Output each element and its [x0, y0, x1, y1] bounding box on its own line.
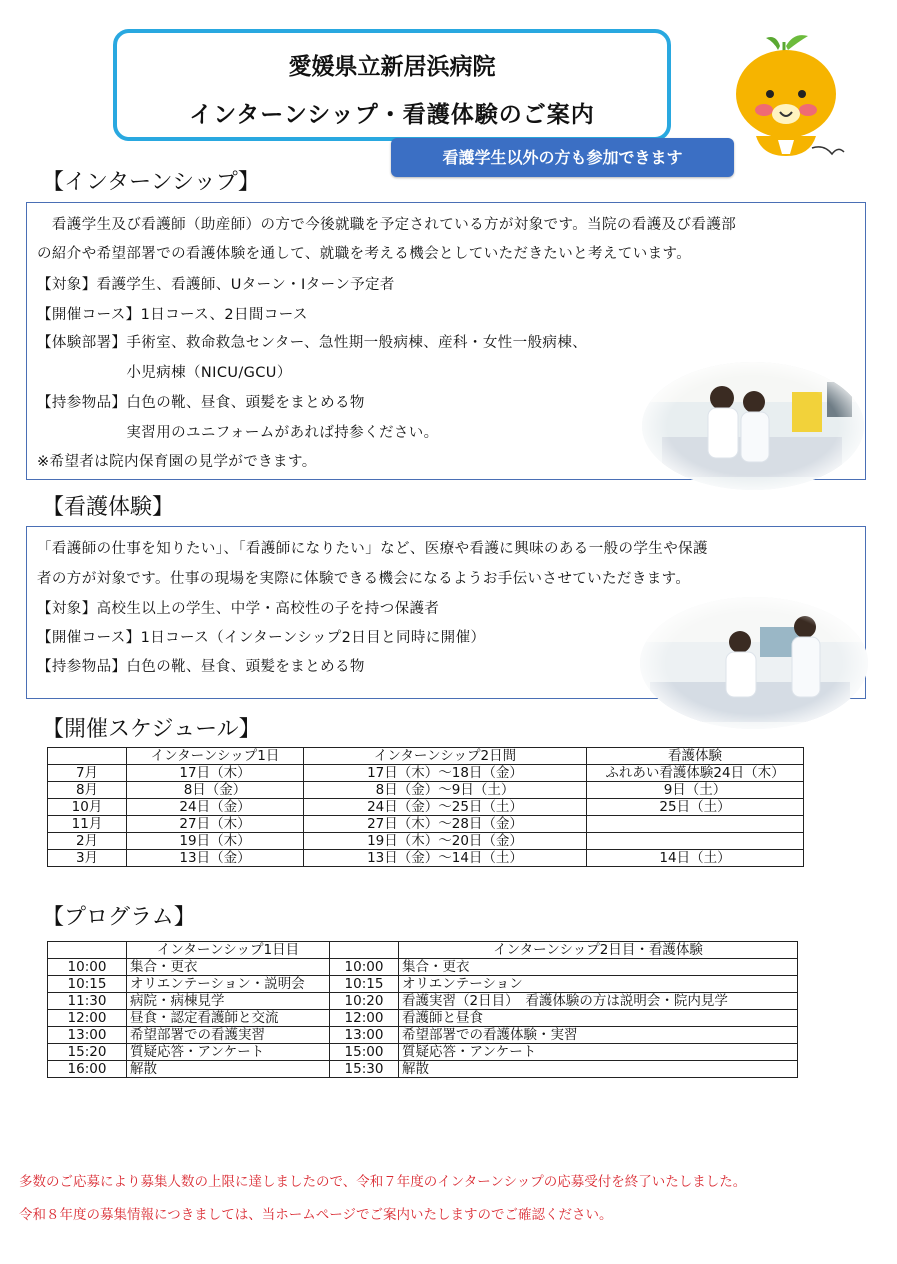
table-header-cell — [330, 942, 399, 959]
mascot-leaf-right — [786, 35, 808, 50]
application-closed-notice: 多数のご応募により募集人数の上限に達しましたので、令和７年度のインターンシップの応募受付を終了いたしました。 — [19, 1174, 747, 1190]
internship-course: 【開催コース】1日コース、2日間コース — [37, 307, 308, 323]
table-cell: 8日（金） — [127, 782, 304, 799]
eligibility-badge: 看護学生以外の方も参加できます — [391, 138, 734, 177]
table-cell: 9日（土） — [587, 782, 804, 799]
time-cell: 11:30 — [48, 993, 127, 1010]
activity-cell: オリエンテーション・説明会 — [127, 976, 330, 993]
table-cell: 27日（木） — [127, 816, 304, 833]
table-header-cell — [48, 748, 127, 765]
time-cell: 12:00 — [48, 1010, 127, 1027]
table-cell: 24日（金） — [127, 799, 304, 816]
nursing-experience-heading: 【看護体験】 — [42, 495, 175, 520]
table-cell: 17日（木）～18日（金） — [304, 765, 587, 782]
table-row — [48, 1061, 798, 1078]
nurses-ward-photo — [642, 362, 864, 490]
next-year-notice: 令和８年度の募集情報につきましては、当ホームページでご案内いたしますのでご確認ください。 — [19, 1207, 613, 1223]
internship-departments-cont: 小児病棟（NICU/GCU） — [37, 365, 292, 381]
table-cell: 13日（金） — [127, 850, 304, 867]
table-row — [48, 850, 804, 867]
mascot-leaf-left — [766, 37, 780, 50]
activity-cell: 集合・更衣 — [127, 959, 330, 976]
table-row — [48, 765, 804, 782]
activity-cell: オリエンテーション — [399, 976, 798, 993]
table-header-cell: インターンシップ2日間 — [304, 748, 587, 765]
table-cell — [587, 816, 804, 833]
activity-cell: 集合・更衣 — [399, 959, 798, 976]
table-row — [48, 1027, 798, 1044]
month-cell: 3月 — [48, 850, 127, 867]
month-cell: 2月 — [48, 833, 127, 850]
activity-cell: 昼食・認定看護師と交流 — [127, 1010, 330, 1027]
activity-cell: 希望部署での看護体験・実習 — [399, 1027, 798, 1044]
time-cell: 10:15 — [48, 976, 127, 993]
month-cell: 8月 — [48, 782, 127, 799]
time-cell: 15:00 — [330, 1044, 399, 1061]
table-row — [48, 1044, 798, 1061]
activity-cell: 質疑応答・アンケート — [127, 1044, 330, 1061]
table-header-cell: インターンシップ1日目 — [127, 942, 330, 959]
time-cell: 10:15 — [330, 976, 399, 993]
table-row — [48, 1010, 798, 1027]
table-row — [48, 799, 804, 816]
table-row — [48, 993, 798, 1010]
table-cell: 24日（金）～25日（土） — [304, 799, 587, 816]
schedule-heading: 【開催スケジュール】 — [42, 717, 261, 742]
mascot-illustration — [728, 28, 848, 168]
month-cell: 7月 — [48, 765, 127, 782]
activity-cell: 病院・病棟見学 — [127, 993, 330, 1010]
table-header-cell: インターンシップ1日 — [127, 748, 304, 765]
activity-cell: 看護師と昼食 — [399, 1010, 798, 1027]
nursing-course: 【開催コース】1日コース（インターンシップ2日目と同時に開催） — [37, 630, 486, 646]
table-header-cell: インターンシップ2日目・看護体験 — [399, 942, 798, 959]
table-cell: 17日（木） — [127, 765, 304, 782]
table-cell: 13日（金）～14日（土） — [304, 850, 587, 867]
nursing-items: 【持参物品】白色の靴、昼食、頭髪をまとめる物 — [37, 659, 365, 675]
table-header-row — [48, 748, 804, 765]
program-heading: 【プログラム】 — [42, 905, 196, 930]
time-cell: 13:00 — [48, 1027, 127, 1044]
table-cell: 19日（木）～20日（金） — [304, 833, 587, 850]
time-cell: 16:00 — [48, 1061, 127, 1078]
page-title: インターンシップ・看護体験のご案内 — [189, 102, 595, 128]
internship-items-cont: 実習用のユニフォームがあれば持参ください。 — [37, 425, 439, 441]
internship-note: ※希望者は院内保育園の見学ができます。 — [37, 454, 317, 470]
table-row — [48, 976, 798, 993]
internship-line: の紹介や希望部署での看護体験を通して、就職を考える機会としていただきたいと考えています。 — [37, 246, 692, 262]
activity-cell: 質疑応答・アンケート — [399, 1044, 798, 1061]
table-cell: 25日（土） — [587, 799, 804, 816]
nursing-line: 「看護師の仕事を知りたい」、「看護師になりたい」など、医療や看護に興味のある一般の学生や保護 — [37, 541, 708, 557]
internship-target: 【対象】看護学生、看護師、Uターン・Iターン予定者 — [37, 277, 395, 293]
time-cell: 10:00 — [330, 959, 399, 976]
month-cell: 10月 — [48, 799, 127, 816]
table-header-cell: 看護体験 — [587, 748, 804, 765]
time-cell: 13:00 — [330, 1027, 399, 1044]
nursing-target: 【対象】高校生以上の学生、中学・高校性の子を持つ保護者 — [37, 601, 440, 617]
program-table — [47, 941, 798, 1078]
internship-departments: 【体験部署】手術室、救命救急センター、急性期一般病棟、産科・女性一般病棟、 — [37, 335, 588, 351]
table-cell — [587, 833, 804, 850]
table-header-cell — [48, 942, 127, 959]
nurses-bedside-photo — [640, 597, 868, 729]
activity-cell: 解散 — [399, 1061, 798, 1078]
activity-cell: 解散 — [127, 1061, 330, 1078]
table-cell: ふれあい看護体験24日（木） — [587, 765, 804, 782]
time-cell: 15:30 — [330, 1061, 399, 1078]
time-cell: 15:20 — [48, 1044, 127, 1061]
time-cell: 10:00 — [48, 959, 127, 976]
month-cell: 11月 — [48, 816, 127, 833]
table-row — [48, 959, 798, 976]
internship-heading: 【インターンシップ】 — [42, 170, 260, 195]
table-cell: 14日（土） — [587, 850, 804, 867]
time-cell: 12:00 — [330, 1010, 399, 1027]
time-cell: 10:20 — [330, 993, 399, 1010]
internship-line: 看護学生及び看護師（助産師）の方で今後就職を予定されている方が対象です。当院の看護及び看護部 — [37, 217, 737, 233]
table-cell: 8日（金）～9日（土） — [304, 782, 587, 799]
internship-items: 【持参物品】白色の靴、昼食、頭髪をまとめる物 — [37, 395, 365, 411]
table-row — [48, 782, 804, 799]
activity-cell: 看護実習（2日目） 看護体験の方は説明会・院内見学 — [399, 993, 798, 1010]
schedule-table — [47, 747, 804, 867]
activity-cell: 希望部署での看護実習 — [127, 1027, 330, 1044]
table-cell: 19日（木） — [127, 833, 304, 850]
table-header-row — [48, 942, 798, 959]
nursing-line: 者の方が対象です。仕事の現場を実際に体験できる機会になるようお手伝いさせていただきます。 — [37, 571, 691, 587]
table-row — [48, 816, 804, 833]
table-cell: 27日（木）～28日（金） — [304, 816, 587, 833]
table-row — [48, 833, 804, 850]
hospital-name: 愛媛県立新居浜病院 — [288, 54, 496, 80]
mascot-head — [736, 50, 836, 138]
